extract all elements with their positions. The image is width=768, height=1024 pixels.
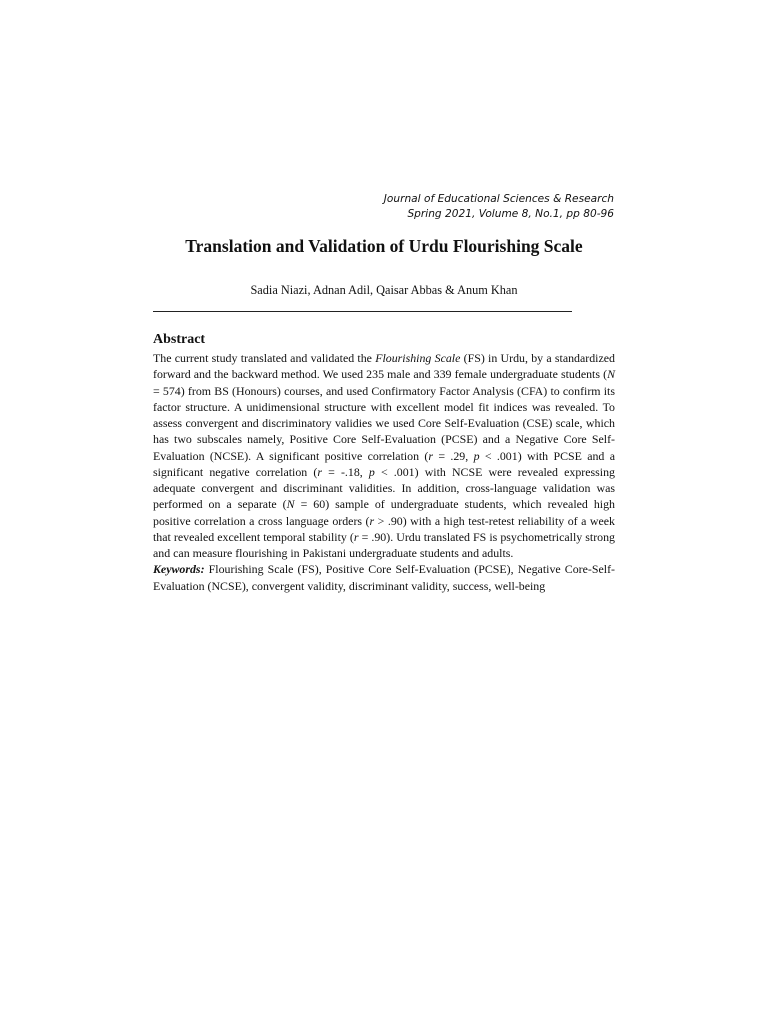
abstract-text: = 60) sample of undergraduate students, which revealed high positive correlation a cross language orders ( — [153, 497, 615, 528]
stat-symbol: r — [369, 513, 375, 528]
journal-name: Journal of Educational Sciences & Research — [383, 193, 614, 205]
author-list: Sadia Niazi, Adnan Adil, Qaisar Abbas & Anum Khan — [250, 283, 518, 297]
abstract-heading: Abstract — [153, 332, 206, 347]
keywords-text: Flourishing Scale (FS), Positive Core Self-Evaluation (PCSE), Negative Core-Self-Evaluation (NCSE), convergent validity, discriminant validity, success, well-being — [153, 562, 615, 593]
keywords-label: Keywords: — [153, 562, 205, 577]
abstract-text: < .001) with NCSE were revealed expressing adequate convergent and discriminant validities. In addition, cross-language validation was performed on a separate ( — [153, 464, 615, 512]
divider-line — [153, 311, 572, 312]
stat-symbol: p — [473, 448, 480, 463]
stat-symbol: N — [607, 367, 615, 382]
stat-symbol: p — [368, 464, 375, 479]
abstract-section — [153, 331, 615, 594]
abstract-text: > .90) with a high test-retest reliability of a week that revealed excellent temporal stability ( — [153, 513, 616, 544]
stat-symbol: r — [353, 529, 359, 544]
stat-symbol: r — [317, 464, 322, 479]
abstract-text: = .90). Urdu translated FS is psychometrically strong and can measure flourishing in Pakistani undergraduate students and adults. — [153, 529, 616, 560]
abstract-text: = .29, — [433, 448, 474, 463]
abstract-body — [153, 350, 615, 561]
scale-name-italic: Flourishing Scale — [375, 351, 461, 365]
abstract-text: = -.18, — [321, 464, 369, 479]
abstract-text: < .001) with PCSE and a significant negative correlation ( — [153, 448, 615, 479]
abstract-text: = 574) from BS (Honours) courses, and used Confirmatory Factor Analysis (CFA) to confirm its factor structure. A unidimensional structure with excellent model fit indices was revealed. To assess convergent and discriminatory validies we used Core Self-Evaluation (CSE) scale, which has two subscales namely, Positive Core Self-Evaluation (PCSE) and a Negative Core Self-Evaluation (NCSE). A significant positive correlation ( — [153, 383, 615, 463]
abstract-text: (FS) in Urdu, by a standardized forward and the backward method. We used 235 male and 339 female undergraduate students ( — [153, 351, 615, 382]
abstract-text: The current study translated and validated the — [153, 351, 376, 365]
journal-header — [384, 192, 614, 222]
paper-title: Translation and Validation of Urdu Flourishing Scale — [185, 236, 583, 256]
journal-issue: Spring 2021, Volume 8, No.1, pp 80-96 — [407, 208, 614, 220]
keywords-paragraph — [153, 561, 615, 594]
stat-symbol: r — [428, 448, 434, 463]
stat-symbol: N — [286, 497, 295, 512]
